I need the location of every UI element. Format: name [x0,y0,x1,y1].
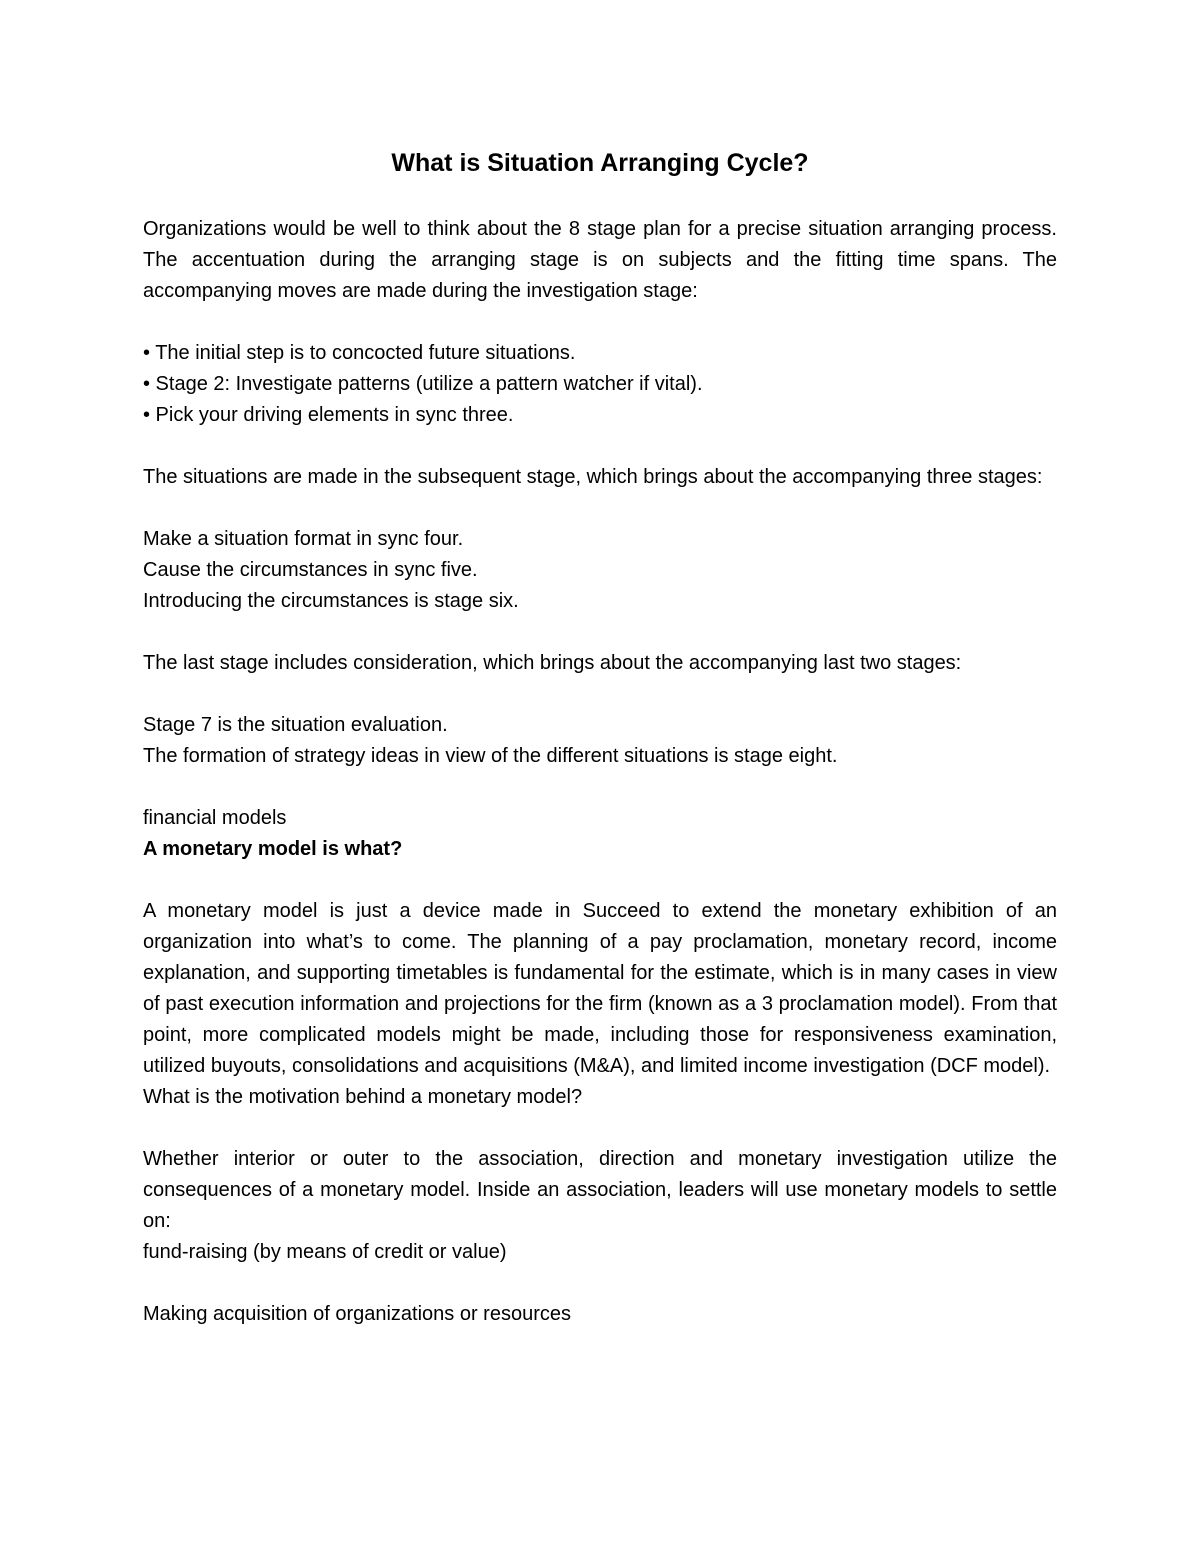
last-stage-paragraph: The last stage includes consideration, which brings about the accompanying last two stages: [143,652,962,674]
step-line: Stage 7 is the situation evaluation. [143,714,448,736]
step-line: Introducing the circumstances is stage six. [143,590,519,612]
whether-paragraph: Whether interior or outer to the association, direction and monetary investigation utilize the consequences of a monetary model. Inside an association, leaders will use monetary models to settle on: [143,1148,1057,1232]
intro-paragraph: Organizations would be well to think about the 8 stage plan for a precise situation arranging process. The accentuation during the arranging stage is on subjects and the fitting time spans. The accompanying moves are made during the investigation stage: [143,218,1057,302]
step-line: Make a situation format in sync four. [143,528,464,550]
document-title: What is Situation Arranging Cycle? [391,149,809,177]
situations-paragraph: The situations are made in the subsequent stage, which brings about the accompanying three stages: [143,466,1043,488]
fund-raising-line: fund-raising (by means of credit or value) [143,1241,507,1263]
bullet-item: • Stage 2: Investigate patterns (utilize a pattern watcher if vital). [143,373,703,395]
financial-models-label: financial models [143,807,287,829]
step-line: Cause the circumstances in sync five. [143,559,478,581]
spacer [143,617,1057,648]
spacer [143,1113,1057,1144]
spacer [143,431,1057,462]
monetary-model-paragraph: A monetary model is just a device made in Succeed to extend the monetary exhibition of an organization into what’s to come. The planning of a pay proclamation, monetary record, income explanation, and supporting timetables is fundamental for the estimate, which is in many cases in view of past execution information and projections for the firm (known as a 3 proclamation model). From that point, more complicated models might be made, including those for responsiveness examination, utilized buyouts, consolidations and acquisitions (M&A), and limited income investigation (DCF model). [143,900,1057,1077]
step-line: The formation of strategy ideas in view of the different situations is stage eight. [143,745,838,767]
bullet-item: • The initial step is to concocted future situations. [143,342,576,364]
spacer [143,1268,1057,1299]
spacer [143,679,1057,710]
spacer [143,772,1057,803]
document-body [143,145,1057,1330]
spacer [143,865,1057,896]
acquisition-line: Making acquisition of organizations or resources [143,1303,571,1325]
motivation-question: What is the motivation behind a monetary model? [143,1086,583,1108]
monetary-model-heading: A monetary model is what? [143,838,403,860]
bullet-item: • Pick your driving elements in sync three. [143,404,514,426]
spacer [143,307,1057,338]
spacer [143,493,1057,524]
